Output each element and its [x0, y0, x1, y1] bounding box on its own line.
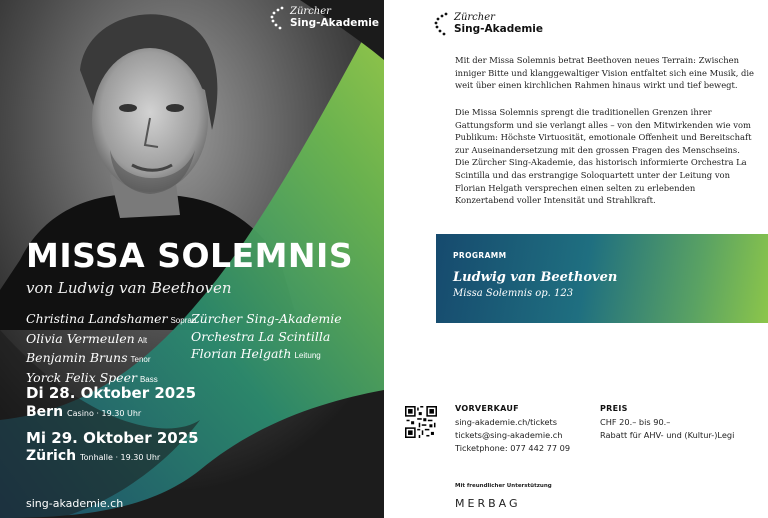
ensembles-list	[191, 310, 342, 365]
soloist-role: Tenor	[130, 355, 151, 364]
logo-line-1: Zürcher	[454, 12, 495, 24]
support-label: Mit freundlicher Unterstützung	[455, 483, 552, 489]
ensemble-name: Florian Helgath	[191, 346, 292, 361]
concert-city-name: Zürich	[26, 448, 77, 464]
intro-paragraph: Mit der Missa Solemnis betrat Beethoven neues Terrain: Zwischen inniger Bitte und klanggewaltiger Vision entfaltet sich eine Musik, die weit über einen kirchlichen Rahmen hinaus wirkt und tief bewegt.	[455, 55, 755, 91]
soloist-name: Olivia Vermeulen	[26, 330, 135, 346]
logo-dots-icon	[270, 6, 286, 30]
logo	[270, 6, 379, 30]
presale-url-link[interactable]: sing-akademie.ch/tickets	[455, 417, 558, 427]
concert-venue: Casino · 19.30 Uhr	[67, 409, 142, 418]
logo-line-2: Sing-Akademie	[454, 22, 544, 35]
concert-city	[26, 404, 141, 420]
soloist-name: Yorck Felix Speer	[26, 369, 137, 385]
price-heading: PREIS	[600, 404, 628, 413]
ensemble	[191, 345, 342, 365]
price-range: CHF 20.– bis 90.–	[600, 417, 671, 427]
info-page	[384, 0, 768, 518]
soloist-name: Benjamin Bruns	[26, 350, 128, 365]
presale-heading: VORVERKAUF	[455, 404, 519, 413]
poster-subtitle: von Ludwig van Beethoven	[26, 279, 232, 297]
logo-dots-icon	[434, 12, 450, 36]
ensemble-name: Orchestra La Scintilla	[191, 328, 331, 344]
presale-phone: Ticketphone: 077 442 77 09	[455, 443, 571, 453]
program-box	[436, 234, 768, 323]
logo	[434, 12, 543, 36]
soloist	[26, 310, 196, 330]
ensemble-role: Leitung	[294, 351, 321, 360]
website-link[interactable]: sing-akademie.ch	[26, 497, 124, 510]
concert-city-name: Bern	[26, 404, 64, 420]
ensemble	[191, 328, 342, 346]
logo-line-1: Zürcher	[290, 6, 331, 18]
soloist	[26, 349, 196, 369]
logo-line-2: Sing-Akademie	[290, 16, 380, 29]
presale-email-link[interactable]: tickets@sing-akademie.ch	[455, 430, 563, 440]
soloist-role: Bass	[139, 374, 158, 384]
ensemble	[191, 310, 342, 328]
price-discount: Rabatt für AHV- und (Kultur-)Legi	[600, 430, 735, 440]
program-composer: Ludwig van Beethoven	[453, 270, 618, 285]
soloists-list	[26, 310, 196, 388]
concert-date: Di 28. Oktober 2025	[26, 384, 197, 402]
concert-venue: Tonhalle · 19.30 Uhr	[80, 453, 161, 462]
program-work: Missa Solemnis op. 123	[453, 288, 574, 299]
qr-code-icon[interactable]	[405, 406, 437, 438]
description-paragraph: Die Missa Solemnis sprengt die traditionellen Grenzen ihrer Gattungsform und sie verlangt alles – von den Mitwirkenden wie vom Publikum: Höchste Virtuosität, emotionale Offenheit und Bereitschaft zur Auseinandersetzung mit den grossen Fragen des Menschseins. Die Zürcher Sing-Akademie, das historisch informierte Orchestra La Scintilla und das erstrangige Soloquartett unter der Leitung von Florian Helgath versprechen einen selten zu erlebenden Konzertabend voller Intensität und Strahlkraft.	[455, 107, 752, 206]
concert-date: Mi 29. Oktober 2025	[26, 429, 199, 447]
ensemble-name: Zürcher Sing-Akademie	[191, 311, 342, 326]
poster-title: MISSA SOLEMNIS	[26, 236, 354, 275]
soloist-role: Sopran	[170, 316, 197, 325]
soloist-role: Alt	[137, 335, 148, 345]
program-label: PROGRAMM	[453, 251, 507, 260]
soloist	[26, 330, 196, 350]
soloist-name: Christina Landshamer	[26, 311, 168, 326]
sponsor-logo: MERBAG	[455, 497, 521, 510]
concert-city	[26, 448, 160, 464]
